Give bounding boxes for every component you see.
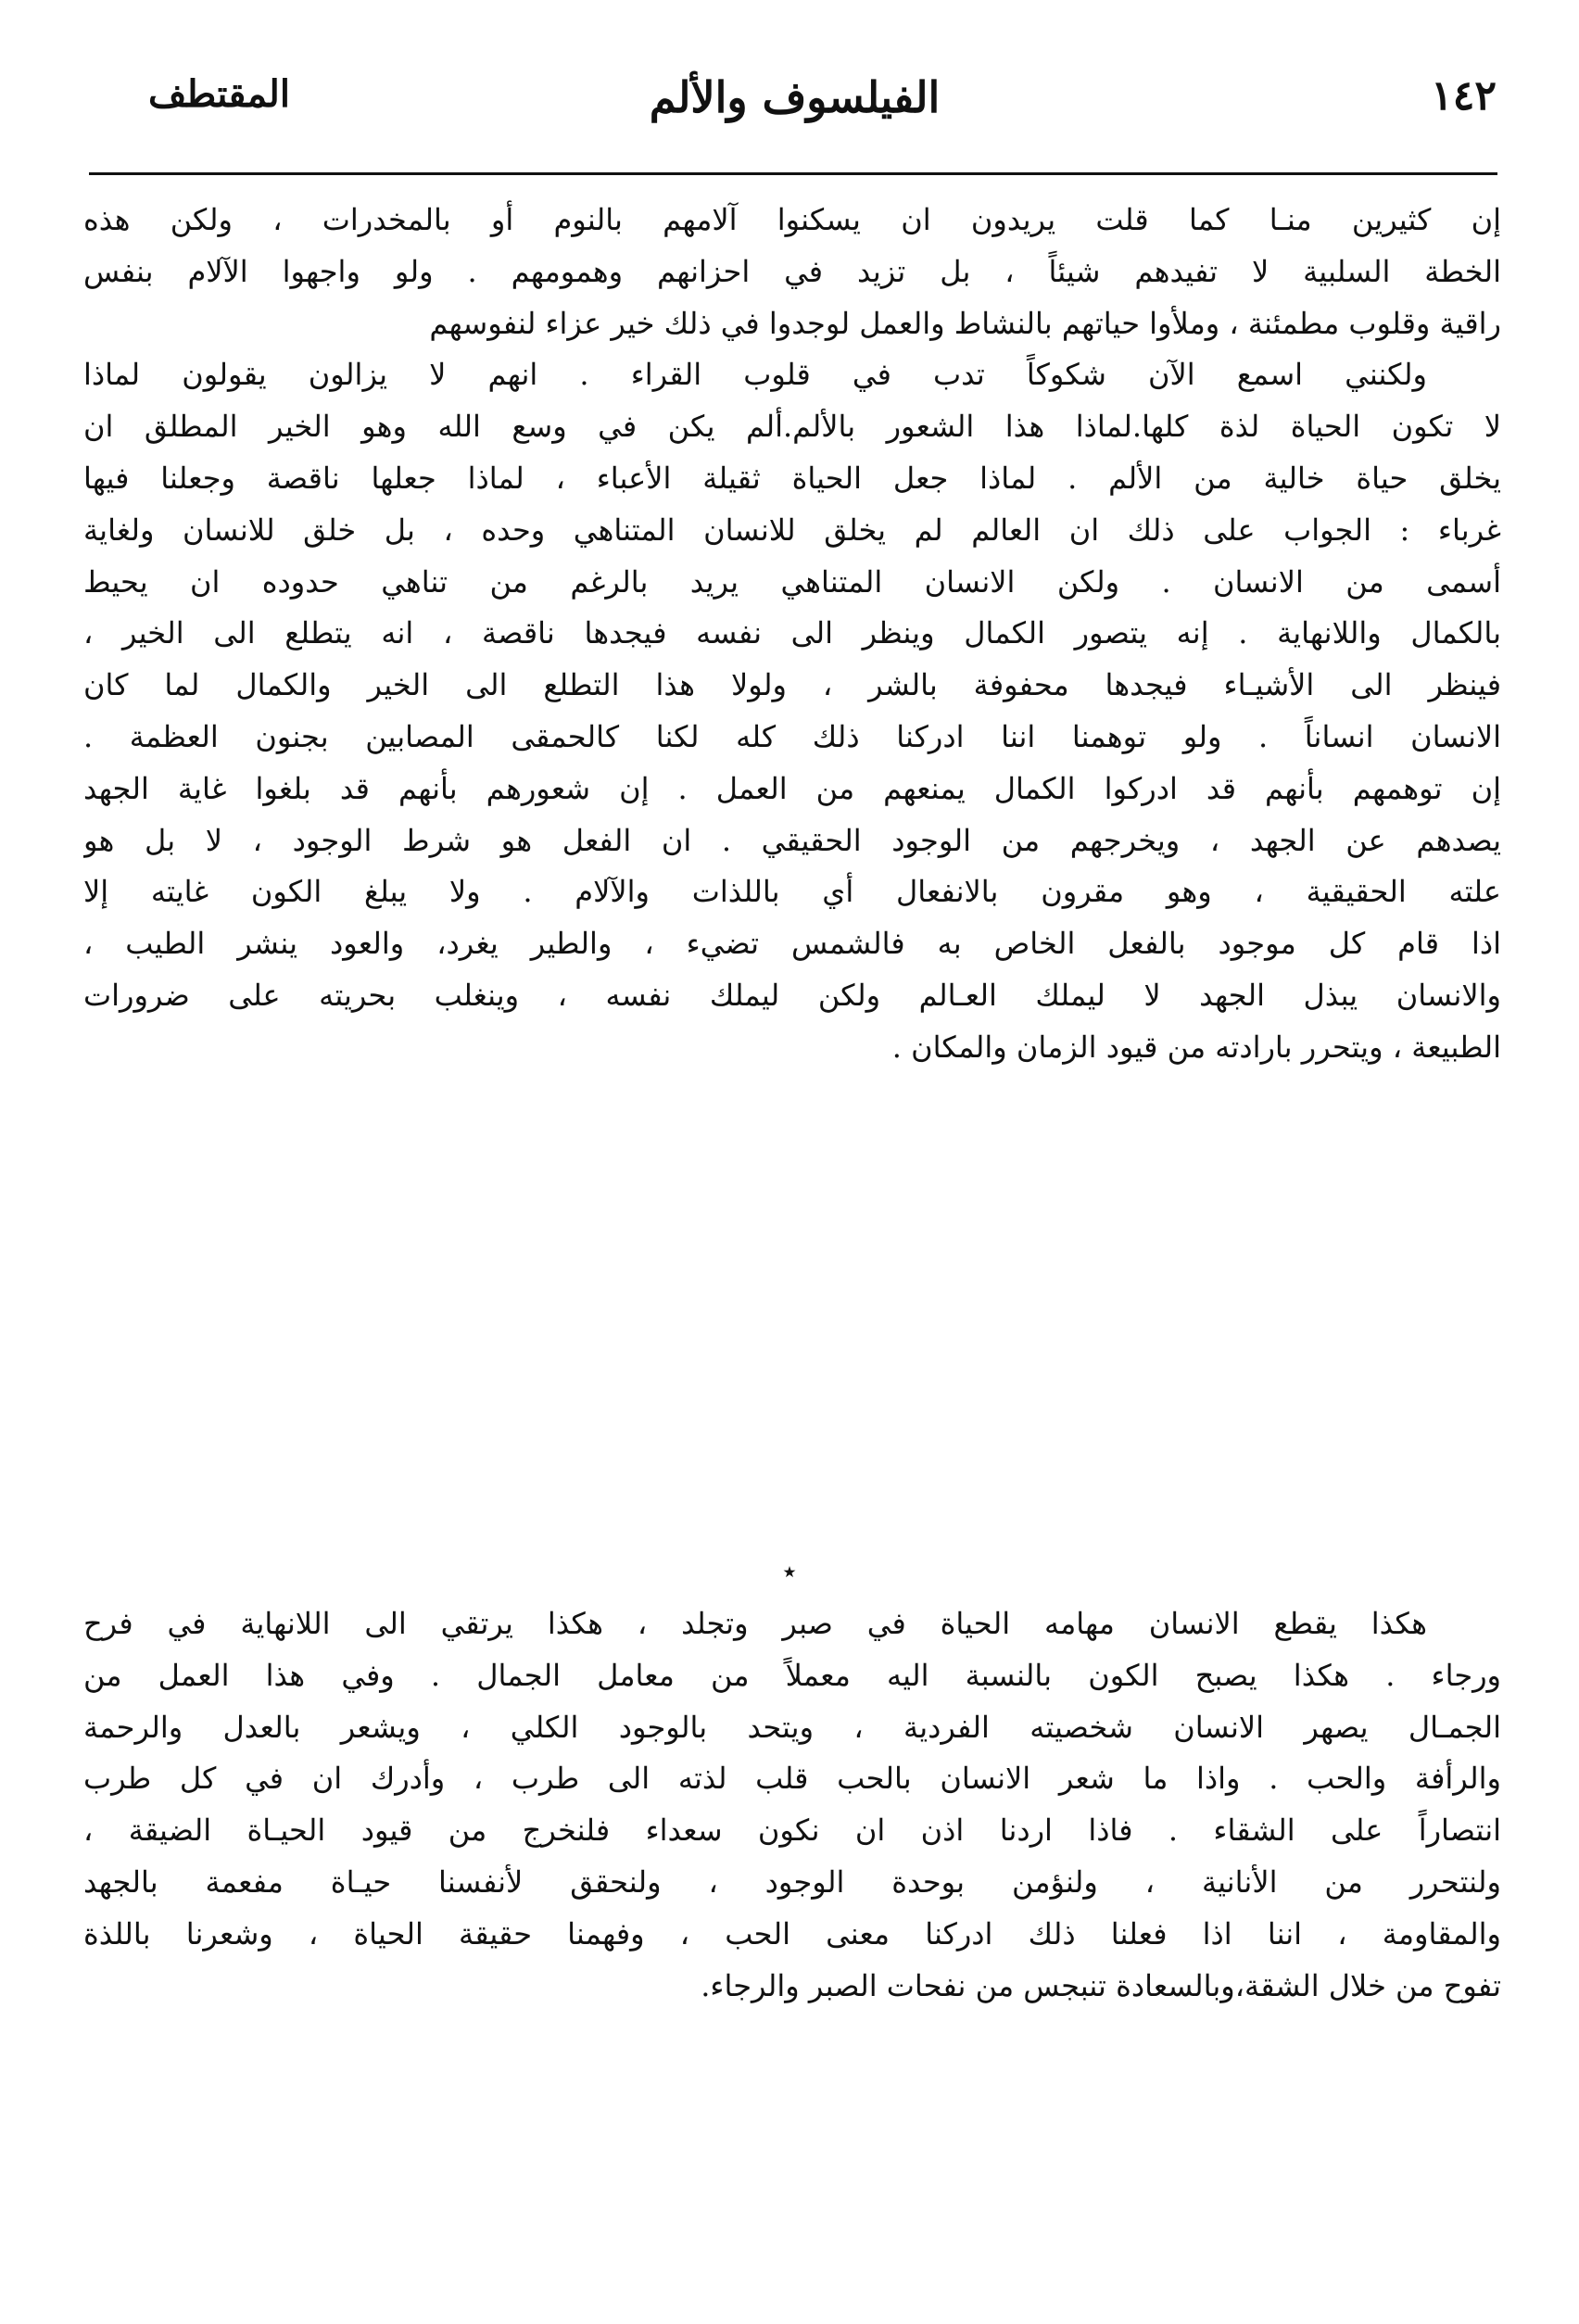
text-line: والرأفة والحب . واذا ما شعر الانسان بالحب قلب لذته الى طرب ، وأدرك ان في كل طرب: [83, 1761, 1501, 1797]
text-line: أسمى من الانسان . ولكن الانسان المتناهي يريد بالرغم من تناهي حدوده ان يحيط: [83, 563, 1501, 600]
text-line: ولكنني اسمع الآن شكوكاً تدب في قلوب القراء . انهم لا يزالون يقولون لماذا: [83, 357, 1427, 393]
text-line: بالكمال واللانهاية . إنه يتصور الكمال وينظر الى نفسه فيجدها ناقصة ، انه يتطلع الى الخير ،: [83, 615, 1501, 651]
text-line: إن توهمهم بأنهم قد ادركوا الكمال يمنعهم من العمل . إن شعورهم بأنهم قد بلغوا غاية الجهد: [83, 770, 1501, 806]
text-line: يصدهم عن الجهد ، ويخرجهم من الوجود الحقيقي . ان الفعل هو شرط الوجود ، لا بل هو: [83, 822, 1501, 858]
text-line: انتصاراً على الشقاء . فاذا اردنا اذن ان نكون سعداء فلنخرج من قيود الحيـاة الضيقة ،: [83, 1812, 1501, 1849]
section-separator-star: ٭: [782, 1556, 797, 1586]
text-line: فينظر الى الأشيـاء فيجدها محفوفة بالشر ، ولولا هذا التطلع الى الخير والكمال لما كان: [83, 667, 1501, 703]
text-line: اذا قام كل موجود بالفعل الخاص به فالشمس تضيء ، والطير يغرد، والعود ينشر الطيب ،: [83, 926, 1501, 962]
header-rule: [89, 172, 1497, 175]
page-number: ١٤٢: [1431, 72, 1497, 120]
text-line: الطبيعة ، ويتحرر بارادته من قيود الزمان والمكان .: [891, 1029, 1501, 1065]
text-line: الانسان انساناً . ولو توهمنا اننا ادركنا ذلك كله لكنا كالحمقى المصابين بجنون العظمة .: [83, 718, 1501, 754]
text-line: تفوح من خلال الشقة،وبالسعادة تنبجس من نفحات الصبر والرجاء.: [701, 1967, 1501, 2003]
text-line: ورجاء . هكذا يصبح الكون بالنسبة اليه معملاً من معامل الجمال . وفي هذا العمل من: [83, 1657, 1501, 1693]
text-line: إن كثيرين منـا كما قلت يريدون ان يسكنوا آلامهم بالنوم أو بالمخدرات ، ولكن هذه: [83, 202, 1501, 237]
text-line: راقية وقلوب مطمئنة ، وملأوا حياتهم بالنشاط والعمل لوجدوا في ذلك خير عزاء لنفوسهم: [429, 305, 1501, 341]
body-section-2: [83, 1598, 1501, 2012]
text-line: الجمـال يصهر الانسان شخصيته الفردية ، ويتحد بالوجود الكلي ، ويشعر بالعدل والرحمة: [83, 1709, 1501, 1745]
text-line: ولنتحرر من الأنانية ، ولنؤمن بوحدة الوجود ، ولنحقق لأنفسنا حيـاة مفعمة بالجهد: [83, 1863, 1501, 1900]
text-line: علته الحقيقية ، وهو مقرون بالانفعال أي باللذات والآلام . ولا يبلغ الكون غايته إلا: [83, 874, 1501, 910]
text-line: والمقاومة ، اننا اذا فعلنا ذلك ادركنا معنى الحب ، وفهمنا حقيقة الحياة ، وشعرنا باللذة: [83, 1915, 1501, 1951]
text-line: لا تكون الحياة لذة كلها.لماذا هذا الشعور بالألم.ألم يكن في وسع الله وهو الخير المطلق ان: [83, 409, 1501, 445]
text-line: يخلق حياة خالية من الألم . لماذا جعل الحياة ثقيلة الأعباء ، لماذا جعلها ناقصة وجعلنا فيها: [83, 460, 1501, 496]
text-line: هكذا يقطع الانسان مهامه الحياة في صبر وتجلد ، هكذا يرتقي الى اللانهاية في فرح: [83, 1606, 1427, 1641]
article-title: الفيلسوف والألم: [649, 72, 941, 122]
magazine-name: المقتطف: [148, 72, 290, 116]
body-section-1: [83, 195, 1501, 1074]
page-header: [93, 72, 1497, 146]
text-line: والانسان يبذل الجهد لا ليملك العـالم ولكن ليملك نفسه ، وينغلب بحريته على ضرورات: [83, 977, 1501, 1013]
text-line: غرباء : الجواب على ذلك ان العالم لم يخلق للانسان المتناهي وحده ، بل خلق للانسان ولغاية: [83, 512, 1501, 548]
text-line: الخطة السلبية لا تفيدهم شيئاً ، بل تزيد في احزانهم وهمومهم . ولو واجهوا الآلام بنفس: [83, 253, 1501, 289]
